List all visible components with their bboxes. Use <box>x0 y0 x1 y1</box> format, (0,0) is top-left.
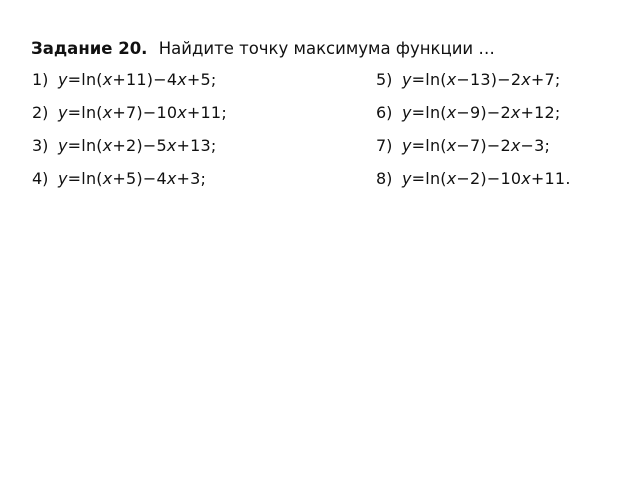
problem-item <box>376 132 571 165</box>
item-number: 1) <box>32 70 49 89</box>
problem-item <box>32 66 227 99</box>
problem-item <box>32 99 227 132</box>
problem-item <box>376 165 571 198</box>
task-number: Задание 20. <box>31 39 148 58</box>
problem-item <box>376 66 571 99</box>
item-number: 8) <box>376 169 393 188</box>
formula: y=ln(x+11)−4x+5; <box>58 70 217 89</box>
item-number: 3) <box>32 136 49 155</box>
formula: y=ln(x−7)−2x−3; <box>402 136 551 155</box>
item-number: 7) <box>376 136 393 155</box>
formula: y=ln(x−9)−2x+12; <box>402 103 561 122</box>
item-number: 6) <box>376 103 393 122</box>
formula: y=ln(x+2)−5x+13; <box>58 136 217 155</box>
item-number: 2) <box>32 103 49 122</box>
formula: y=ln(x−13)−2x+7; <box>402 70 561 89</box>
formula: y=ln(x−2)−10x+11. <box>402 169 571 188</box>
task-text: Найдите точку максимума функции … <box>158 39 495 58</box>
problem-item <box>376 99 571 132</box>
problem-item <box>32 132 227 165</box>
item-number: 4) <box>32 169 49 188</box>
task-header <box>31 39 495 58</box>
left-column <box>32 66 227 198</box>
right-column <box>376 66 571 198</box>
formula: y=ln(x+5)−4x+3; <box>58 169 207 188</box>
problem-item <box>32 165 227 198</box>
item-number: 5) <box>376 70 393 89</box>
formula: y=ln(x+7)−10x+11; <box>58 103 227 122</box>
